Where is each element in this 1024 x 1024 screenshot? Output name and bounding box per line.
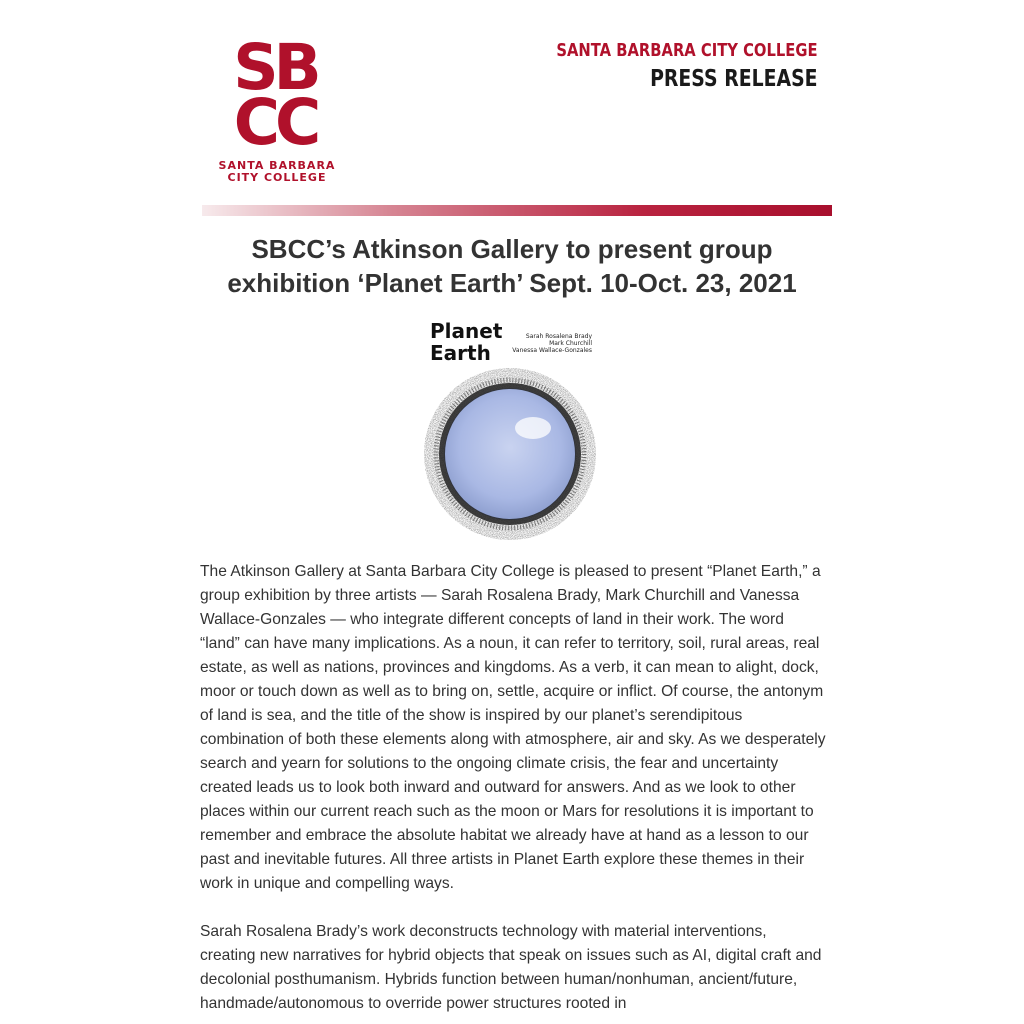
poster-title xyxy=(430,320,502,364)
body-paragraph-2: Sarah Rosalena Brady’s work deconstructs technology with material interventions, creating new narratives for hybrid objects that speak on issues such as AI, digital craft and decolonial posthumanism. Hybrids function between human/nonhuman, ancient/future, handmade/autonomous to override power structures rooted in xyxy=(200,923,822,1012)
logo-name-line1: SANTA BARBARA xyxy=(218,159,336,172)
headline xyxy=(200,232,824,300)
poster-artist-1: Sarah Rosalena Brady xyxy=(525,333,592,340)
poster-artists xyxy=(512,333,592,354)
press-release-label: PRESS RELEASE xyxy=(650,66,818,92)
planet-cloud xyxy=(515,417,551,439)
body-paragraph-1: The Atkinson Gallery at Santa Barbara City College is pleased to present “Planet Earth,” a group exhibition by three artists — Sarah Rosalena Brady, Mark Churchill and Vanessa Wallace-Gonzales — who integrate different concepts of land in their work. The word “land” can have many implications. As a noun, it can refer to territory, soil, rural areas, real estate, as well as nations, provinces and kingdoms. As a verb, it can mean to alight, dock, moor or touch down as well as to bring on, settle, acquire or inflict. Of course, the antonym of land is sea, and the title of the show is inspired by our planet’s serendipitous combination of both these elements along with atmosphere, air and sky. As we desperately search and yearn for solutions to the ongoing climate crisis, the fear and uncertainty created leads us to look both inward and outward for answers. And as we look to other places within our current reach such as the moon or Mars for resolutions it is important to remember and embrace the absolute habitat we already have at hand as a lesson to our past and inevitable futures. All three artists in Planet Earth explore these themes in their work in unique and compelling ways. xyxy=(200,563,826,892)
logo-name-line2: CITY COLLEGE xyxy=(227,171,327,184)
sbcc-logo xyxy=(214,31,340,184)
logo-name xyxy=(214,160,340,184)
press-release-body xyxy=(200,560,826,1024)
header-divider-bar xyxy=(202,205,832,216)
headline-line2: exhibition ‘Planet Earth’ Sept. 10-Oct. 23, 2021 xyxy=(227,268,797,298)
poster-artist-2: Mark Churchill xyxy=(549,340,592,347)
poster-artist-3: Vanessa Wallace-Gonzales xyxy=(512,347,592,354)
logo-mark-line1: SB xyxy=(233,31,317,104)
poster-title-line2: Earth xyxy=(430,341,491,365)
planet-illustration xyxy=(418,366,606,540)
header-right xyxy=(499,40,818,92)
exhibition-poster xyxy=(418,318,606,540)
logo-mark-line2: CC xyxy=(233,86,317,159)
logo-mark xyxy=(210,31,340,159)
poster-title-line1: Planet xyxy=(430,319,503,343)
college-name: SANTA BARBARA CITY COLLEGE xyxy=(556,40,818,61)
headline-line1: SBCC’s Atkinson Gallery to present group xyxy=(251,234,773,264)
